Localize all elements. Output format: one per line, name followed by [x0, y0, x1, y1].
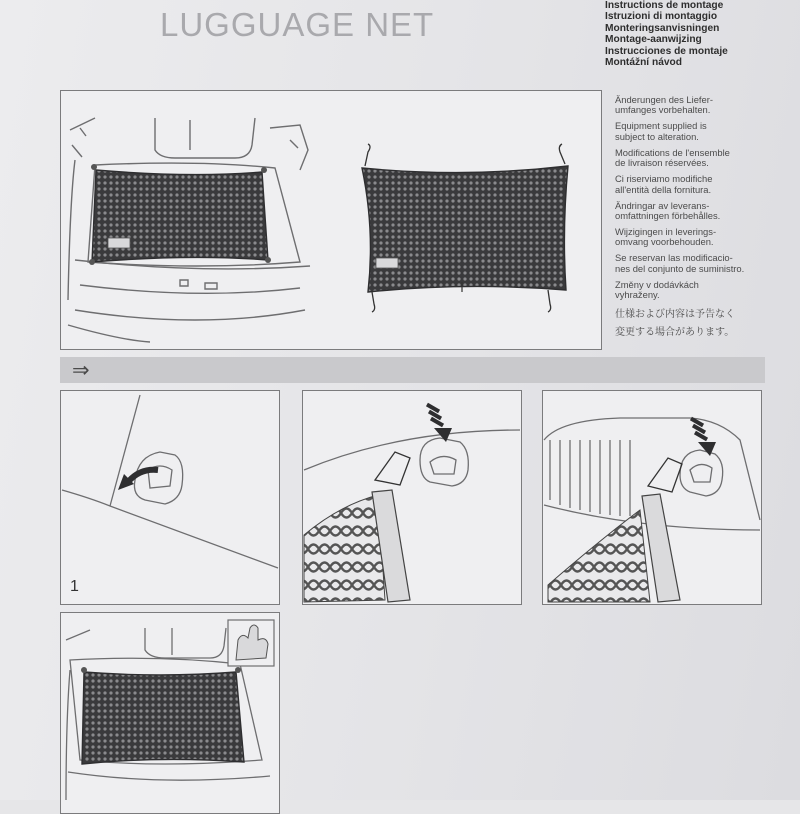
- double-arrow-icon: ⇒: [72, 358, 90, 382]
- note-es: Se reservan las modificacio- nes del conjunto de suministro.: [615, 252, 745, 274]
- mesh-net: [304, 495, 385, 602]
- language-line: Montážní návod: [605, 57, 682, 69]
- net-label-tag: [376, 258, 398, 268]
- hook-icon: [81, 667, 241, 673]
- note-nl: Wijzigingen in leverings- omvang voorbehouden.: [615, 226, 717, 248]
- step-number: 1: [70, 578, 79, 595]
- note-en: Equipment supplied is subject to alteration.: [615, 120, 707, 142]
- language-line: Instructions de montage: [605, 0, 724, 11]
- step-2-drawing: [304, 430, 520, 486]
- language-line: Instrucciones de montaje: [605, 45, 728, 57]
- note-de: Änderungen des Liefer- umfanges vorbehalten.: [615, 94, 713, 116]
- language-line: Montage-aanwijzing: [605, 34, 702, 46]
- note-fr: Modifications de l'ensemble de livraison réservées.: [615, 146, 730, 169]
- note-sv: Ändringar av leverans- omfattningen förbehålles.: [615, 199, 721, 222]
- loose-net: [362, 166, 568, 292]
- note-ja: 仕様および内容は予告なく 変更する場合があります。: [615, 309, 735, 339]
- mesh-net: [548, 510, 650, 602]
- note-it: Ci riserviamo modifiche all'entità della fornitura.: [615, 173, 713, 195]
- step-1-drawing: [62, 395, 278, 568]
- language-line: Monteringsanvisningen: [605, 22, 720, 34]
- watermark: LUGGUAGE NET: [160, 6, 435, 43]
- net-label-tag: [108, 238, 130, 248]
- language-line: Istruzioni di montaggio: [605, 11, 718, 23]
- trunk-net: [82, 672, 244, 764]
- note-cs: Změny v dodávkách vyhraženy.: [615, 278, 699, 301]
- hand-icon: [228, 620, 274, 666]
- rotate-arrow-icon: [118, 470, 158, 490]
